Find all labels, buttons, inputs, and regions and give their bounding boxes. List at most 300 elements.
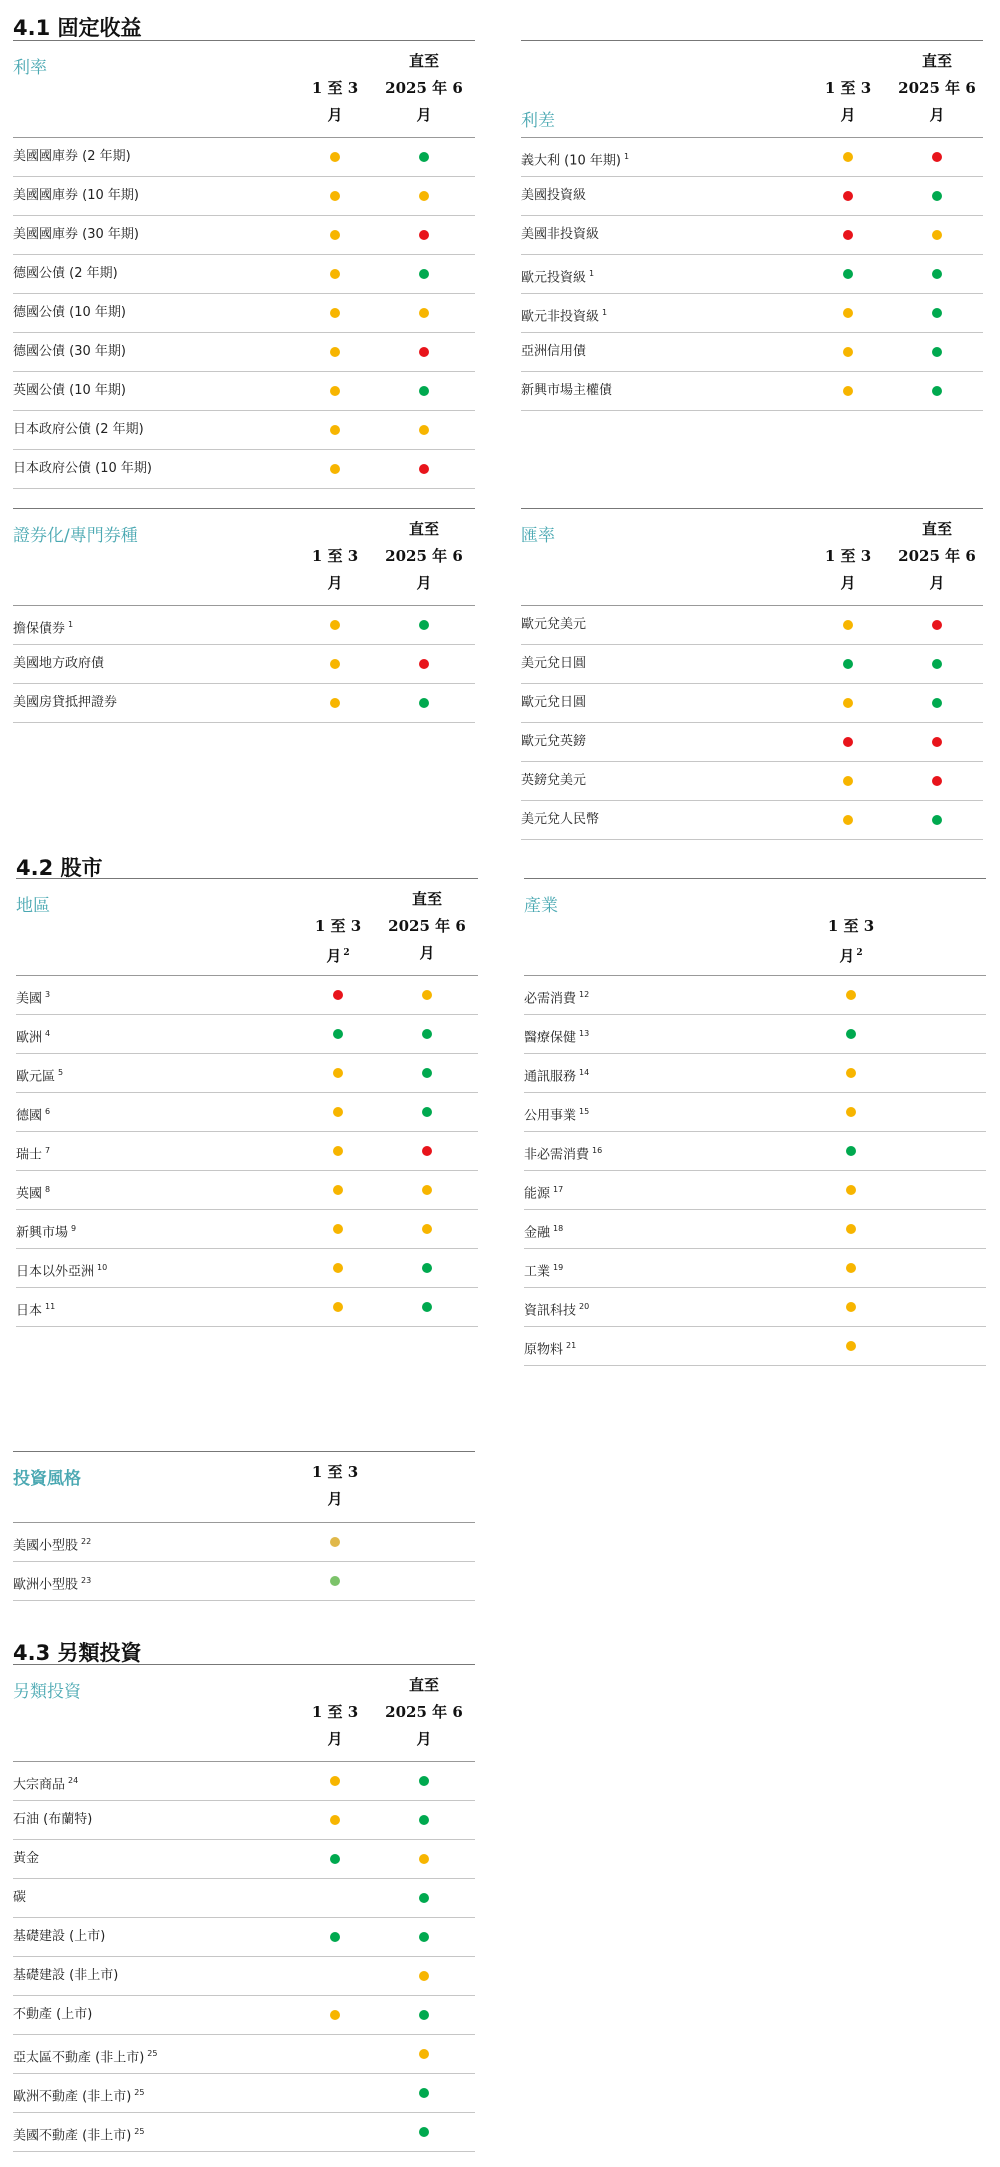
signal-dot-until-june-2025 — [419, 620, 429, 630]
footnote-marker: 24 — [68, 1776, 79, 1785]
column-header-line: 1 至 3 — [824, 547, 872, 565]
table-row — [16, 1288, 478, 1327]
column-header-text: 月 — [326, 947, 342, 965]
table-header — [13, 41, 475, 137]
table-row — [13, 1996, 475, 2035]
row-label-text: 德國 — [16, 1108, 43, 1124]
signal-dot-1-3-months — [846, 1263, 856, 1273]
category-label: 利率 — [13, 58, 47, 78]
row-label-text: 義大利 (10 年期) — [521, 153, 621, 169]
signal-dot-1-3-months — [330, 386, 340, 396]
column-header-text: 月 — [327, 106, 343, 124]
row-label — [13, 2113, 144, 2155]
table-row — [524, 1132, 986, 1171]
column-header-line: 2025 年 6 — [385, 547, 463, 565]
table-row — [13, 2074, 475, 2113]
signal-dot-1-3-months — [843, 230, 853, 240]
signal-dot-1-3-months — [333, 1146, 343, 1156]
row-label — [521, 216, 599, 254]
signal-dot-until-june-2025 — [932, 230, 942, 240]
row-label — [16, 1015, 50, 1057]
signal-dot-until-june-2025 — [419, 308, 429, 318]
signal-dot-1-3-months — [330, 308, 340, 318]
column-header-line: 2025 年 6 — [898, 79, 976, 97]
column-header-line: 月 — [416, 1730, 432, 1748]
table-body — [521, 605, 983, 840]
column-header-line — [290, 570, 380, 597]
footnote-marker: 16 — [592, 1146, 603, 1155]
signal-dot-until-june-2025 — [422, 990, 432, 1000]
signal-dot-1-3-months — [846, 1146, 856, 1156]
signal-dot-1-3-months — [330, 2010, 340, 2020]
table-row — [521, 762, 983, 801]
row-label-text: 歐洲不動產 (非上市) — [13, 2089, 132, 2105]
row-label — [13, 2074, 144, 2116]
row-label — [521, 177, 586, 215]
signal-dot-until-june-2025 — [419, 1776, 429, 1786]
row-label-text: 歐元投資級 — [521, 270, 587, 286]
signal-dot-until-june-2025 — [422, 1107, 432, 1117]
column-header-line — [806, 940, 896, 970]
signal-dot-until-june-2025 — [419, 425, 429, 435]
signal-dot-1-3-months — [330, 1776, 340, 1786]
table-row — [524, 976, 986, 1015]
table-row — [521, 645, 983, 684]
row-label-text: 公用事業 — [524, 1108, 577, 1124]
signal-dot-1-3-months — [843, 152, 853, 162]
row-label-text: 通訊服務 — [524, 1069, 577, 1085]
row-label-text: 歐元兌英鎊 — [521, 734, 587, 749]
row-label — [521, 645, 586, 683]
column-header-line: 1 至 3 — [311, 547, 359, 565]
signal-dot-1-3-months — [846, 1107, 856, 1117]
column-header-1-3-months — [803, 543, 893, 597]
footnote-marker: 18 — [553, 1224, 564, 1233]
row-label — [13, 1879, 26, 1917]
signal-dot-until-june-2025 — [422, 1263, 432, 1273]
signal-dot-until-june-2025 — [422, 1068, 432, 1078]
footnote-marker: 22 — [81, 1537, 92, 1546]
row-label-text: 歐元兌美元 — [521, 617, 587, 632]
table-row — [13, 645, 475, 684]
table-row — [524, 1015, 986, 1054]
row-label — [524, 1210, 563, 1252]
table-row — [13, 255, 475, 294]
column-header-line: 直至 — [408, 52, 439, 70]
column-header-line — [803, 102, 893, 129]
signal-dot-until-june-2025 — [422, 1302, 432, 1312]
column-header-line — [803, 570, 893, 597]
column-header-line — [290, 1486, 380, 1513]
signal-dot-1-3-months — [843, 737, 853, 747]
row-label — [16, 1093, 50, 1135]
signal-dot-1-3-months — [846, 1224, 856, 1234]
footnote-marker: 6 — [45, 1107, 51, 1116]
table-row — [521, 333, 983, 372]
row-label-text: 資訊科技 — [524, 1303, 577, 1319]
footnote-marker: 21 — [566, 1341, 577, 1350]
table-row — [13, 372, 475, 411]
column-header-until-june-2025 — [382, 886, 472, 967]
row-label-text: 新興市場 — [16, 1225, 69, 1241]
section-title-equity: 4.2 股市 — [16, 856, 103, 880]
table-row — [16, 976, 478, 1015]
column-header-line: 1 至 3 — [311, 1703, 359, 1721]
row-label-text: 日本以外亞洲 — [16, 1264, 95, 1280]
signal-dot-1-3-months — [846, 1302, 856, 1312]
row-label — [13, 684, 117, 722]
row-label — [13, 255, 118, 293]
row-label — [521, 333, 586, 371]
row-label — [13, 138, 131, 176]
category-label: 證券化/專門券種 — [13, 526, 138, 546]
column-header-line: 月 — [929, 106, 945, 124]
column-header-line — [293, 940, 383, 970]
row-label — [524, 976, 589, 1018]
signal-dot-1-3-months — [330, 1815, 340, 1825]
signal-dot-until-june-2025 — [422, 1224, 432, 1234]
table-row — [13, 411, 475, 450]
table-row — [13, 1801, 475, 1840]
signal-dot-1-3-months — [843, 776, 853, 786]
table-row — [16, 1015, 478, 1054]
signal-dot-until-june-2025 — [419, 2127, 429, 2137]
row-label-text: 英國公債 (10 年期) — [13, 383, 126, 398]
row-label-text: 碳 — [13, 1890, 27, 1905]
column-header-1-3-months — [290, 75, 380, 129]
table-body — [13, 605, 475, 723]
row-label — [16, 1054, 63, 1096]
column-header-line: 1 至 3 — [311, 79, 359, 97]
signal-dot-until-june-2025 — [932, 815, 942, 825]
column-header-text: 月 — [840, 574, 856, 592]
row-label-text: 基礎建設 (上市) — [13, 1929, 106, 1944]
table-row — [13, 1840, 475, 1879]
signal-dot-until-june-2025 — [932, 776, 942, 786]
row-label — [521, 723, 586, 761]
row-label — [13, 216, 139, 254]
row-label-text: 亞太區不動產 (非上市) — [13, 2050, 145, 2066]
row-label-text: 醫療保健 — [524, 1030, 577, 1046]
footnote-marker: 8 — [45, 1185, 51, 1194]
column-header-line: 直至 — [921, 52, 952, 70]
row-label-text: 金融 — [524, 1225, 551, 1241]
sectors-table — [524, 878, 986, 1366]
signal-dot-until-june-2025 — [419, 2088, 429, 2098]
signal-dot-until-june-2025 — [932, 347, 942, 357]
row-label-text: 美國國庫券 (2 年期) — [13, 149, 131, 164]
row-label-text: 德國公債 (30 年期) — [13, 344, 126, 359]
row-label — [13, 645, 104, 683]
footnote-marker: 20 — [579, 1302, 590, 1311]
row-label — [524, 1132, 602, 1174]
row-label-text: 美國國庫券 (30 年期) — [13, 227, 139, 242]
table-row — [13, 1562, 475, 1601]
category-label: 另類投資 — [13, 1682, 81, 1702]
signal-dot-1-3-months — [330, 425, 340, 435]
footnote-marker: 1 — [68, 620, 74, 629]
row-label — [13, 450, 152, 488]
table-row — [521, 138, 983, 177]
row-label-text: 新興市場主權債 — [521, 383, 613, 398]
column-header-line: 直至 — [411, 890, 442, 908]
row-label — [13, 1762, 78, 1804]
table-row — [524, 1093, 986, 1132]
signal-dot-1-3-months — [843, 659, 853, 669]
row-label-text: 美國國庫券 (10 年期) — [13, 188, 139, 203]
table-row — [524, 1210, 986, 1249]
table-row — [13, 177, 475, 216]
row-label-text: 大宗商品 — [13, 1777, 66, 1793]
row-label — [13, 177, 139, 215]
table-row — [521, 294, 983, 333]
signal-dot-1-3-months — [330, 1932, 340, 1942]
row-label-text: 擔保債券 — [13, 621, 66, 637]
table-row — [13, 2113, 475, 2152]
table-row — [13, 1523, 475, 1562]
regions-table — [16, 878, 478, 1327]
column-header-line: 2025 年 6 — [388, 917, 466, 935]
table-row — [521, 723, 983, 762]
row-label — [521, 255, 594, 297]
signal-dot-1-3-months — [333, 1224, 343, 1234]
signal-dot-1-3-months — [330, 191, 340, 201]
signal-dot-1-3-months — [333, 1263, 343, 1273]
signal-dot-1-3-months — [843, 269, 853, 279]
footnote-marker: 3 — [45, 990, 51, 999]
footnote-marker: 25 — [134, 2088, 145, 2097]
column-header-until-june-2025 — [379, 1672, 469, 1753]
row-label-text: 美元兌人民幣 — [521, 812, 600, 827]
row-label — [16, 1171, 50, 1213]
row-label — [13, 2035, 157, 2077]
footnote-marker: 23 — [81, 1576, 92, 1585]
row-label-text: 美國房貸抵押證券 — [13, 695, 118, 710]
row-label-text: 能源 — [524, 1186, 551, 1202]
signal-dot-until-june-2025 — [932, 152, 942, 162]
column-header-line: 1 至 3 — [314, 917, 362, 935]
table-row — [13, 1762, 475, 1801]
footnote-marker: 12 — [579, 990, 590, 999]
row-label — [524, 1015, 589, 1057]
section-title-fixed-income: 4.1 固定收益 — [13, 16, 142, 40]
signal-dot-1-3-months — [843, 815, 853, 825]
row-label — [13, 606, 73, 648]
table-row — [13, 606, 475, 645]
signal-dot-1-3-months — [846, 1029, 856, 1039]
category-label: 利差 — [521, 111, 555, 131]
signal-dot-until-june-2025 — [932, 737, 942, 747]
row-label — [524, 1288, 589, 1330]
row-label — [521, 684, 586, 722]
table-row — [524, 1054, 986, 1093]
footnote-marker: 25 — [134, 2127, 145, 2136]
footnote-marker: 10 — [97, 1263, 108, 1272]
alternatives-table — [13, 1664, 475, 2152]
footnote-marker: 14 — [579, 1068, 590, 1077]
signal-dot-until-june-2025 — [419, 1893, 429, 1903]
category-label: 匯率 — [521, 526, 555, 546]
row-label-text: 英國 — [16, 1186, 43, 1202]
table-header — [521, 509, 983, 605]
table-row — [13, 684, 475, 723]
signal-dot-1-3-months — [333, 1185, 343, 1195]
row-label-text: 石油 (布蘭特) — [13, 1812, 93, 1827]
signal-dot-until-june-2025 — [419, 659, 429, 669]
signal-dot-1-3-months — [843, 620, 853, 630]
row-label-text: 美國 — [16, 991, 43, 1007]
row-label-text: 必需消費 — [524, 991, 577, 1007]
row-label-text: 基礎建設 (非上市) — [13, 1968, 119, 1983]
signal-dot-until-june-2025 — [419, 269, 429, 279]
signal-dot-until-june-2025 — [419, 386, 429, 396]
column-header-text: 月 — [327, 1490, 343, 1508]
table-row — [524, 1288, 986, 1327]
signal-dot-1-3-months — [843, 698, 853, 708]
column-header-1-3-months — [806, 913, 896, 970]
row-label-text: 美國地方政府債 — [13, 656, 105, 671]
row-label — [521, 606, 586, 644]
footnote-marker: 25 — [147, 2049, 158, 2058]
signal-dot-1-3-months — [330, 698, 340, 708]
table-row — [13, 294, 475, 333]
signal-dot-until-june-2025 — [422, 1029, 432, 1039]
signal-dot-until-june-2025 — [419, 1971, 429, 1981]
table-row — [13, 2035, 475, 2074]
table-body — [521, 137, 983, 411]
row-label — [521, 294, 607, 336]
column-header-text: 月 — [327, 574, 343, 592]
table-header — [13, 1452, 475, 1522]
signal-dot-until-june-2025 — [419, 230, 429, 240]
signal-dot-until-june-2025 — [419, 1854, 429, 1864]
signal-dot-1-3-months — [330, 1537, 340, 1547]
column-header-line: 月 — [416, 574, 432, 592]
signal-dot-until-june-2025 — [419, 1932, 429, 1942]
rates-table — [13, 40, 475, 489]
column-header-1-3-months — [293, 913, 383, 970]
signal-dot-1-3-months — [843, 347, 853, 357]
footnote-marker: 2 — [856, 948, 863, 958]
signal-dot-until-june-2025 — [419, 2049, 429, 2059]
table-row — [13, 1879, 475, 1918]
signal-dot-1-3-months — [330, 230, 340, 240]
signal-dot-until-june-2025 — [422, 1146, 432, 1156]
footnote-marker: 19 — [553, 1263, 564, 1272]
signal-dot-until-june-2025 — [932, 386, 942, 396]
column-header-line: 直至 — [921, 520, 952, 538]
row-label — [521, 138, 629, 180]
row-label — [16, 1210, 76, 1252]
column-header-line — [290, 1726, 380, 1753]
signal-dot-until-june-2025 — [932, 191, 942, 201]
table-header — [524, 879, 986, 975]
table-row — [521, 216, 983, 255]
spreads-table — [521, 40, 983, 411]
signal-dot-until-june-2025 — [932, 620, 942, 630]
table-body — [16, 975, 478, 1327]
signal-dot-1-3-months — [333, 1068, 343, 1078]
category-label: 產業 — [524, 896, 558, 916]
row-label-text: 美國投資級 — [521, 188, 587, 203]
column-header-until-june-2025 — [379, 48, 469, 129]
section-title-alternatives: 4.3 另類投資 — [13, 1641, 142, 1665]
column-header-line: 月 — [416, 106, 432, 124]
table-row — [16, 1093, 478, 1132]
table-row — [521, 606, 983, 645]
row-label — [524, 1327, 576, 1369]
signal-dot-until-june-2025 — [419, 2010, 429, 2020]
footnote-marker: 1 — [589, 269, 595, 278]
row-label — [13, 372, 126, 410]
table-row — [16, 1210, 478, 1249]
row-label — [524, 1093, 589, 1135]
column-header-line: 1 至 3 — [824, 79, 872, 97]
row-label-text: 工業 — [524, 1264, 551, 1280]
signal-dot-until-june-2025 — [422, 1185, 432, 1195]
column-header-text: 月 — [839, 947, 855, 965]
signal-dot-1-3-months — [846, 1341, 856, 1351]
row-label-text: 黃金 — [13, 1851, 40, 1866]
column-header-text: 月 — [327, 1730, 343, 1748]
table-row — [13, 138, 475, 177]
column-header-line — [290, 102, 380, 129]
table-row — [524, 1327, 986, 1366]
column-header-line: 月 — [929, 574, 945, 592]
table-row — [524, 1249, 986, 1288]
footnote-marker: 9 — [71, 1224, 77, 1233]
footnote-marker: 13 — [579, 1029, 590, 1038]
table-body — [13, 1522, 475, 1601]
row-label-text: 歐洲 — [16, 1030, 43, 1046]
footnote-marker: 1 — [623, 152, 630, 161]
table-header — [521, 41, 983, 137]
signal-dot-1-3-months — [846, 990, 856, 1000]
category-label: 地區 — [16, 896, 50, 916]
column-header-line: 2025 年 6 — [385, 1703, 463, 1721]
column-header-line: 直至 — [408, 1676, 439, 1694]
table-header — [13, 509, 475, 605]
row-label-text: 瑞士 — [16, 1147, 43, 1163]
row-label — [13, 294, 126, 332]
signal-dot-1-3-months — [330, 464, 340, 474]
row-label-text: 歐元區 — [16, 1069, 56, 1085]
column-header-1-3-months — [803, 75, 893, 129]
column-header-until-june-2025 — [892, 48, 982, 129]
signal-dot-until-june-2025 — [419, 191, 429, 201]
table-body — [524, 975, 986, 1366]
signal-dot-until-june-2025 — [932, 698, 942, 708]
row-label-text: 美國小型股 — [13, 1538, 79, 1554]
column-header-1-3-months — [290, 1459, 380, 1513]
row-label — [13, 1996, 92, 2034]
table-body — [13, 1761, 475, 2152]
row-label-text: 德國公債 (2 年期) — [13, 266, 118, 281]
category-label: 投資風格 — [13, 1469, 81, 1489]
footnote-marker: 15 — [579, 1107, 590, 1116]
signal-dot-until-june-2025 — [419, 347, 429, 357]
row-label-text: 日本政府公債 (10 年期) — [13, 461, 152, 476]
row-label — [16, 1132, 50, 1174]
row-label-text: 歐洲小型股 — [13, 1577, 79, 1593]
row-label — [16, 1249, 107, 1291]
signal-dot-1-3-months — [843, 191, 853, 201]
signal-dot-1-3-months — [846, 1068, 856, 1078]
table-row — [521, 801, 983, 840]
footnote-marker: 5 — [58, 1068, 64, 1077]
footnote-marker: 17 — [553, 1185, 564, 1194]
signal-dot-until-june-2025 — [419, 152, 429, 162]
